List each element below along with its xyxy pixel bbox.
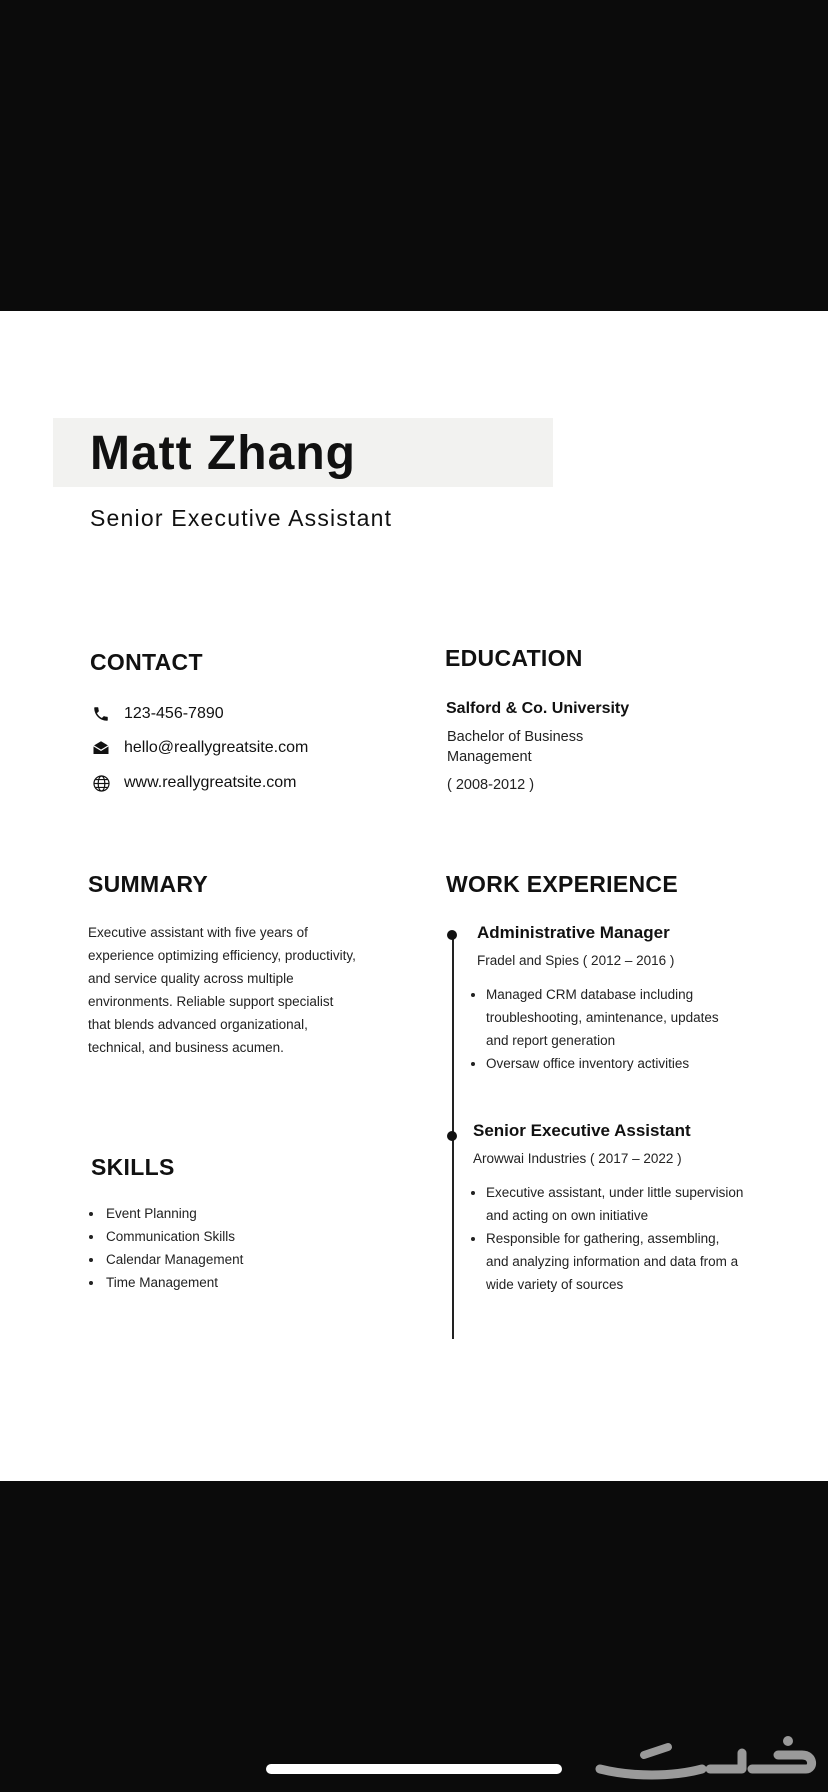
job-bullets xyxy=(470,983,744,1075)
home-indicator[interactable] xyxy=(266,1764,562,1774)
resume-name: Matt Zhang xyxy=(90,427,356,480)
contact-phone xyxy=(90,700,224,728)
job-bullets xyxy=(470,1181,744,1296)
resume-role: Senior Executive Assistant xyxy=(90,505,393,531)
list-item: • Executive assistant, under little supervision and acting on own initiative xyxy=(486,1181,744,1227)
list-item: • Time Management xyxy=(104,1271,243,1294)
summary-heading: SUMMARY xyxy=(88,871,209,897)
education-heading: EDUCATION xyxy=(445,645,583,671)
summary-text: Executive assistant with five years of experience optimizing efficiency, productivity, and service quality across multiple environments. Reliable support specialist that blends advanced organizational, technical, and business acumen. xyxy=(88,925,356,1055)
education-degree: Bachelor of Business Management xyxy=(447,729,584,765)
experience-heading: WORK EXPERIENCE xyxy=(446,871,678,897)
contact-email-text: hello@reallygreatsite.com xyxy=(124,739,309,756)
contact-website xyxy=(90,769,297,797)
contact-email xyxy=(90,734,308,762)
name-banner xyxy=(53,418,553,487)
job-title: Senior Executive Assistant xyxy=(473,1121,691,1140)
skills-heading: SKILLS xyxy=(91,1154,175,1180)
job-title: Administrative Manager xyxy=(477,923,670,942)
list-item: • Responsible for gathering, assembling, and analyzing information and data from a wide variety of sources xyxy=(486,1227,744,1296)
list-item: • Oversaw office inventory activities xyxy=(486,1052,744,1075)
haraj-logo xyxy=(592,1733,820,1781)
envelope-icon xyxy=(90,737,112,759)
resume-page xyxy=(0,311,828,1481)
job-company: Fradel and Spies ( 2012 – 2016 ) xyxy=(477,953,675,968)
list-item: • Calendar Management xyxy=(104,1248,243,1271)
contact-website-text: www.reallygreatsite.com xyxy=(124,774,297,791)
skills-list xyxy=(88,1202,243,1294)
list-item: • Managed CRM database including troubleshooting, amintenance, updates and report generation xyxy=(486,983,744,1052)
job-company: Arowwai Industries ( 2017 – 2022 ) xyxy=(473,1151,682,1166)
globe-icon xyxy=(90,772,112,794)
contact-phone-text: 123-456-7890 xyxy=(124,705,224,722)
timeline-dot xyxy=(447,930,457,940)
education-school: Salford & Co. University xyxy=(446,700,630,717)
education-years: ( 2008-2012 ) xyxy=(447,777,535,793)
list-item: • Event Planning xyxy=(104,1202,243,1225)
contact-heading: CONTACT xyxy=(90,649,203,675)
list-item: • Communication Skills xyxy=(104,1225,243,1248)
timeline-dot xyxy=(447,1131,457,1141)
phone-icon xyxy=(90,703,112,725)
